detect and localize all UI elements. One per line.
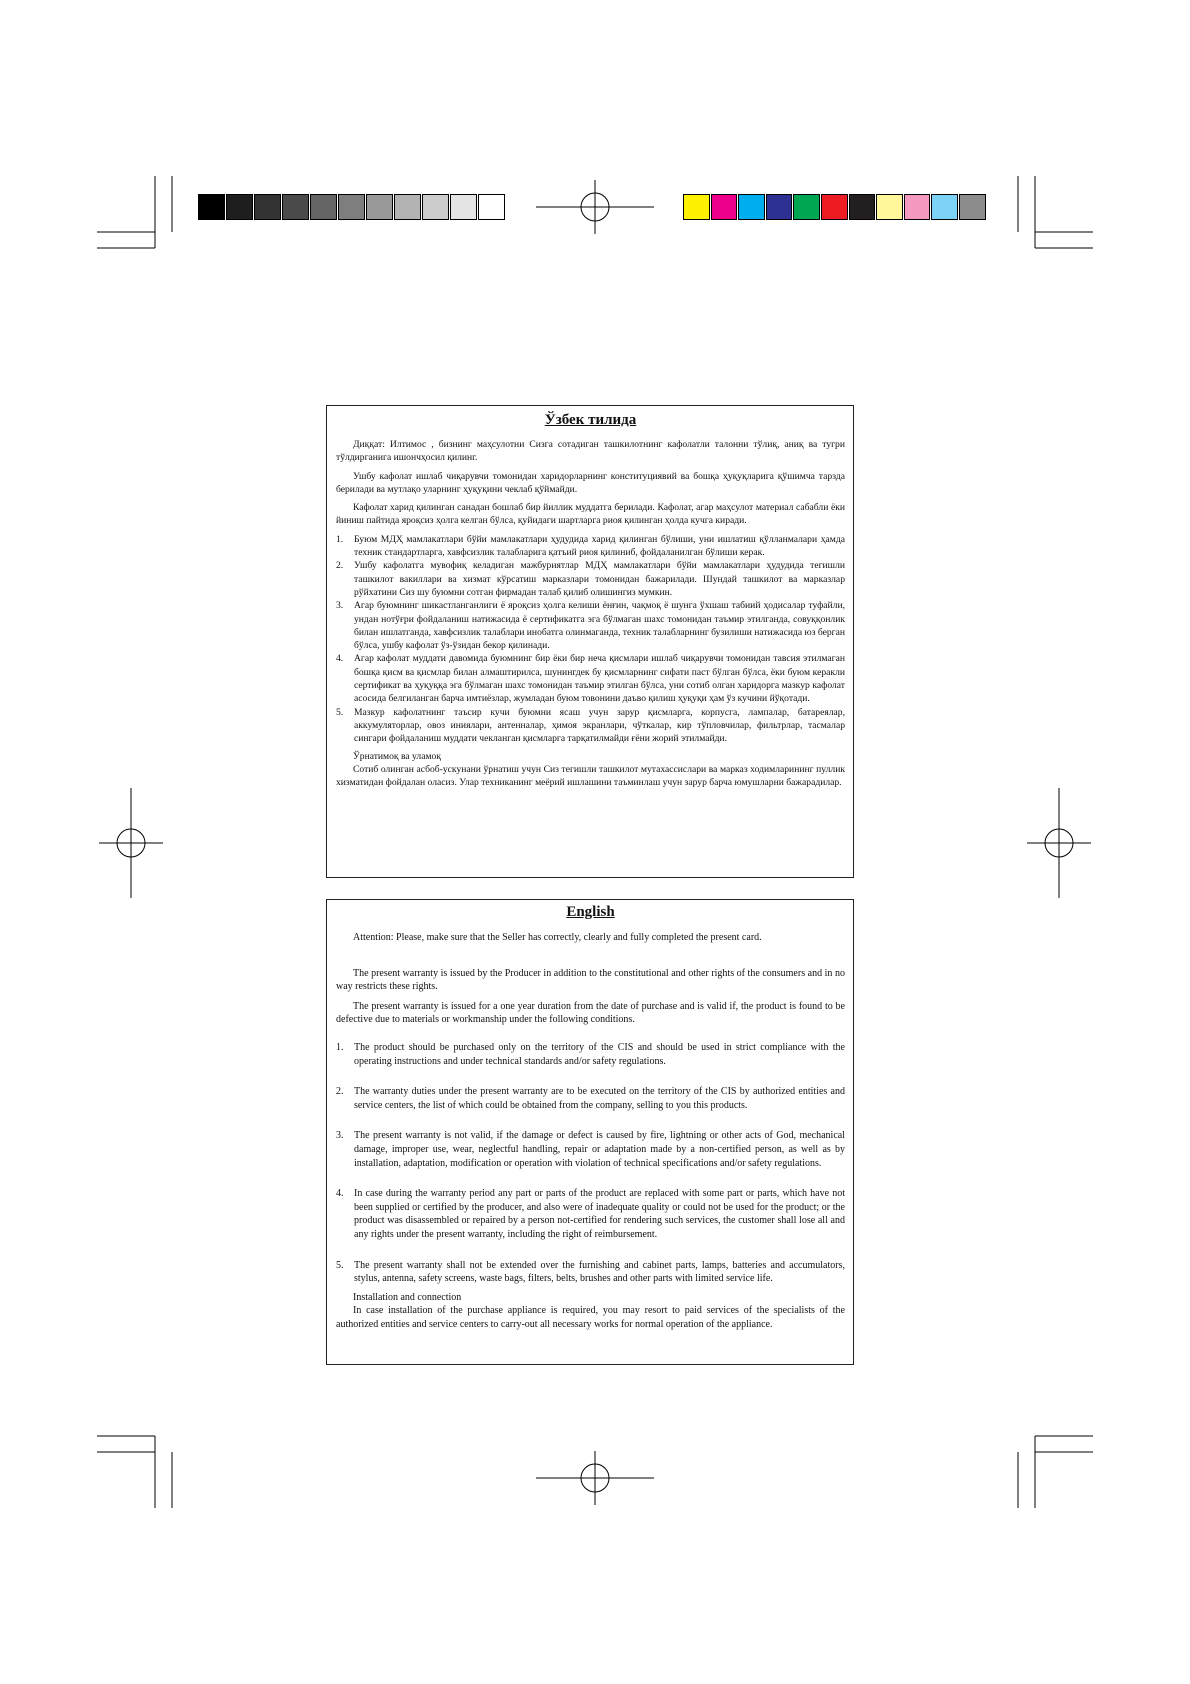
uzbek-condition-text: Агар буюмнинг шикастланганлиги ё яроқсиз ҳолга келиши ёнғин, чақмоқ ё шунга ўхшаш табиий ҳодисалар туфайли, ундан нотўғри фойдаланиш натижасида ё сертификатга эга бўлмаган шахс томонидан таъмир этилганда, совуққонлик билан ишлатганда, хавфсизлик талаблари инобатга олинмаганда, техник талабларнинг бузилиши натижасида юз берган бўлса, ушбу кафолат ўз-ўзидан бекор қилинади. [354, 600, 846, 652]
english-condition-text: The warranty duties under the present warranty are to be executed on the territory of the CIS by authorized entities and service centers, the list of which could be obtained from the company, selling to you this products. [354, 1086, 845, 1111]
process-color-swatch [876, 194, 903, 220]
grayscale-swatch [310, 194, 337, 220]
grayscale-swatch [338, 194, 365, 220]
grayscale-swatch [450, 194, 477, 220]
uzbek-condition-text: Мазкур кафолатнинг таъсир кучи буюмни ясаш учун зарур қисмларга, корпусга, лампалар, батареялар, аккумуляторлар, овоз иниялари, антенналар, ҳимоя экранлари, чўткалар, кир тўпловчилар, фильтрлар, тасмалар сингари фойдаланиш муддати чекланган қисмларга тарқатилмайди ғёни жорий этилмайди. [354, 706, 845, 745]
uzbek-condition-2 [336, 559, 845, 599]
uzbek-condition-1 [336, 533, 845, 560]
process-color-swatch [821, 194, 848, 220]
uzbek-duration-paragraph: Кафолат харид қилинган санадан бошлаб бир йиллик муддатга берилади. Кафолат, агар маҳсулот материал сабабли ёки йиниш пайтида яроқсиз ҳолга келган бўлса, қуйидаги шартларга риоя қилинган ҳолда кучга киради. [336, 502, 845, 527]
uzbek-condition-number: 2. [336, 560, 344, 572]
uzbek-condition-number: 3. [336, 600, 344, 612]
uzbek-condition-text: Агар кафолат муддати давомида буюмнинг бир ёки бир неча қисмлари ишлаб чиқарувчи томонидан тавсия этилмаган бошқа қисм ва қисмлар билан алмаштирилса, шунингдек бу қисмларнинг сифати паст бўлган бўлса, ёки буюм керакли сертификат ва ҳуқуққа эга бўлмаган шахс томонидан таъмир этилган бўлса, уни сотиб олган харидорга мазкур кафолат асосида белгиланган барча имтиёзлар, жумладан буюм товонини даъво қилиш ҳуқуқи ҳам ўз кучини йўқотади. [354, 653, 845, 705]
uzbek-attention-paragraph: Диққат: Илтимос , бизнинг маҳсулотни Сизга сотадиган ташкилотнинг кафолатли талонни тўлиқ, аниқ ва тугри тўлдирганига ишончҳосил қилинг. [336, 439, 845, 464]
english-intro-paragraph: The present warranty is issued by the Producer in addition to the constitutional and other rights of the consumers and in no way restricts these rights. [336, 967, 845, 993]
uzbek-section-title: Ўзбек тилида [544, 412, 637, 428]
grayscale-swatch [254, 194, 281, 220]
uzbek-condition-number: 1. [336, 533, 344, 545]
english-condition-number: 2. [336, 1086, 344, 1098]
uzbek-condition-number: 4. [336, 653, 344, 665]
uzbek-condition-3 [336, 599, 845, 652]
uzbek-installation-text: Сотиб олинган асбоб-ускунани ўрнатиш учун Сиз тегишли ташкилот мутахассислари ва марказ ходимларининг пуллик хизматидан фойдалан оласиз. Улар техниканинг меёрий ишлашини таъминлаш учун зарур барча юмушларни бажарадилар. [336, 763, 845, 789]
english-condition-number: 1. [336, 1041, 344, 1053]
english-condition-2 [336, 1085, 845, 1112]
english-condition-text: The present warranty shall not be extended over the furnishing and cabinet parts, lamps, batteries and accumulators, stylus, antenna, safety screens, waste bags, filters, belts, brushes and other parts with limited service life. [354, 1259, 845, 1285]
english-duration-paragraph: The present warranty is issued for a one year duration from the date of purchase and is valid if, the product is found to be defective due to materials or workmanship under the following conditions. [336, 1000, 845, 1026]
english-condition-text: The present warranty is not valid, if the damage or defect is caused by fire, lightning or other acts of God, mechanical damage, improper use, wear, neglectful handling, repair or adaptation made by a non-certified person, as well as by installation, adaptation, modification or operation with violation of technical specifications and/or safety regulations. [354, 1130, 845, 1169]
grayscale-swatch [226, 194, 253, 220]
english-warranty-section [326, 899, 854, 1365]
process-color-swatch [683, 194, 710, 220]
english-section-title: English [566, 904, 615, 920]
uzbek-condition-5 [336, 706, 845, 746]
process-color-swatch [711, 194, 738, 220]
grayscale-swatch [366, 194, 393, 220]
english-condition-5 [336, 1259, 845, 1286]
process-color-swatch [931, 194, 958, 220]
grayscale-swatch [282, 194, 309, 220]
process-color-swatch [738, 194, 765, 220]
process-color-swatch [959, 194, 986, 220]
grayscale-swatch [198, 194, 225, 220]
english-condition-1 [336, 1041, 845, 1068]
process-color-swatch [766, 194, 793, 220]
process-color-swatch [849, 194, 876, 220]
english-condition-text: The product should be purchased only on the territory of the CIS and should be used in strict compliance with the operating instructions and under technical standards and/or safety regulations. [354, 1041, 845, 1067]
uzbek-condition-number: 5. [336, 706, 344, 718]
process-color-swatch [793, 194, 820, 220]
english-condition-text: In case during the warranty period any part or parts of the product are replaced with some part or parts, which have not been supplied or certified by the producer, and also were of inadequate quality or could not be used for the product; or the product was disassembled or repaired by a person not-certified for rendering such services, the customer shall lose all and any rights under the present warranty, including the right of reimbursement. [354, 1188, 845, 1240]
uzbek-condition-text: Ушбу кафолатга мувофиқ келадиган мажбуриятлар МДҲ мамлакатлари бўйи мамлакатлари ҳудудида тегишли ташкилот вакиллари ва хизмат кўрсатиш марказлари томонидан бажарилади. Шундай ташкилот ва марказлар рўйхатини Сиз шу буюмни сотган фирмадан талаб қилиб олишингиз мумкин. [354, 560, 845, 598]
grayscale-swatch [478, 194, 505, 220]
english-installation-title: Installation and connection [353, 1291, 462, 1303]
uzbek-condition-text: Буюм МДҲ мамлакатлари бўйи мамлакатлари ҳудудида харид қилинган бўлиши, уни ишлатиш қўлланмалари ҳамда техник стандартларга, хавфсизлик талабларига қатъий риоя қилиниб, фойдаланилган бўлиши керак. [354, 533, 845, 559]
english-installation-text: In case installation of the purchase appliance is required, you may resort to paid services of the specialists of the authorized entities and service centers to carry-out all necessary works for normal operation of the appliance. [336, 1305, 845, 1330]
english-condition-4 [336, 1187, 845, 1241]
uzbek-condition-4 [336, 652, 845, 705]
english-condition-3 [336, 1129, 845, 1170]
english-condition-number: 4. [336, 1188, 344, 1200]
uzbek-intro-paragraph: Ушбу кафолат ишлаб чиқарувчи томонидан харидорларнинг конституциявий ва бошқа ҳуқуқларига қўшимча тарзда берилади ва мутлақо уларнинг ҳуқуқини чеклаб қўймайди. [336, 470, 845, 495]
uzbek-installation-title: Ўрнатимоқ ва уламоқ [353, 750, 441, 762]
english-condition-number: 5. [336, 1259, 344, 1271]
uzbek-warranty-section [326, 405, 854, 878]
english-condition-number: 3. [336, 1130, 344, 1142]
grayscale-swatch [422, 194, 449, 220]
grayscale-swatch [394, 194, 421, 220]
process-color-swatch [904, 194, 931, 220]
english-attention-paragraph: Attention: Please, make sure that the Seller has correctly, clearly and fully completed the present card. [353, 932, 762, 943]
